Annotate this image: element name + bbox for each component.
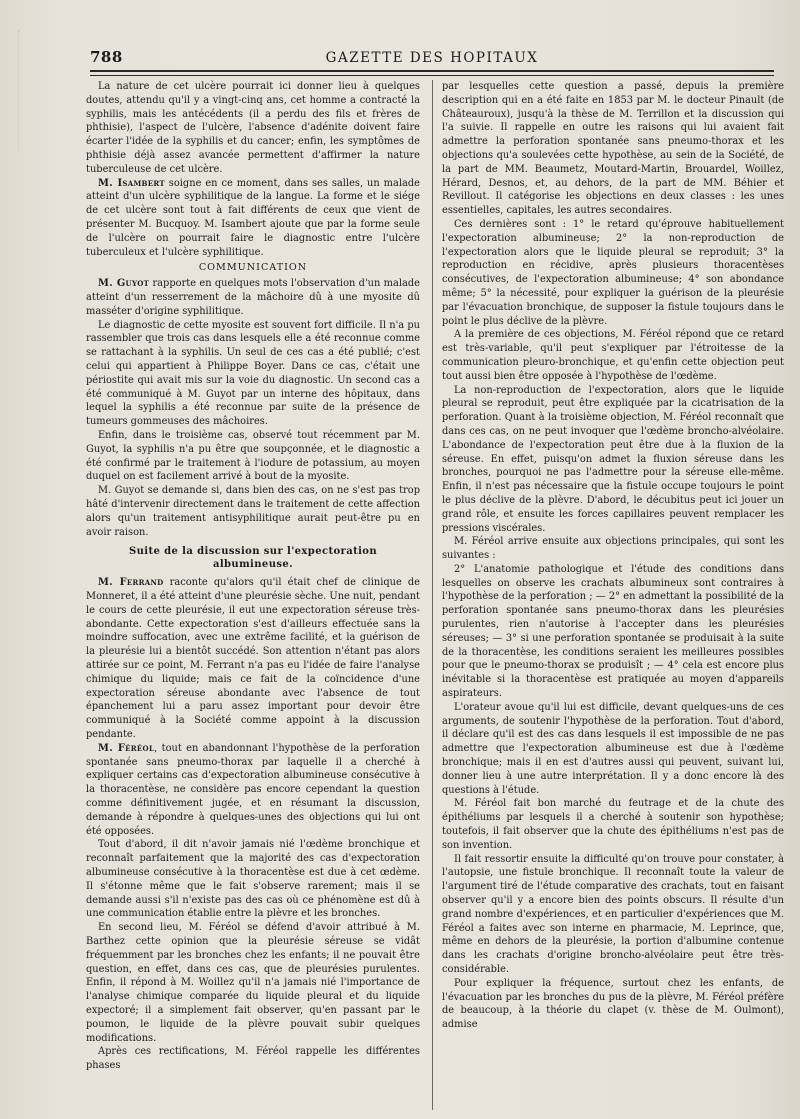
paragraph: M. Guyot se demande si, dans bien des cas, on ne s'est pas trop hâté d'intervenir directement dans le traitement de cette affection alors qu'un traitement antisyphilitique aurait peut-être pu en avoir raison. bbox=[86, 485, 420, 538]
page-number: 788 bbox=[90, 48, 123, 66]
paragraph: Le diagnostic de cette myosite est souvent fort difficile. Il n'a pu rassembler que trois cas dans lesquels elle a été reconnue comme se rattachant à la syphilis. Un seul de ces cas a été publié; c'est celui qui appartient à Philippe Boyer. Dans ce cas, c'était une périostite qui avait mis sur la voie du diagnostic. Un second cas a été communiqué à M. Guyot par un interne des hôpitaux, dans lequel la syphilis a été reconnue par suite de la présence de tumeurs gommeuses des mâchoires. bbox=[86, 319, 420, 428]
paragraph: Il fait ressortir ensuite la difficulté qu'on trouve pour constater, à l'autopsie, une fistule bronchique. Il reconnaît toute la valeur de l'argument tiré de l'étude comparative des crachats, tout en faisant observer qu'il y a encore bien des points obscurs. Il résulte d'un grand nombre d'expériences, et en particulier d'expériences que M. Féréol a faites avec son interne en pharmacie, M. Leprince, que, même en dehors de la pleurésie, la portion d'albumine contenue dans les crachats d'origine broncho-alvéolaire peut être très-considérable. bbox=[442, 853, 784, 975]
paragraph: Enfin, dans le troisième cas, observé tout récemment par M. Guyot, la syphilis n'a pu être que soupçonnée, et le diagnostic a été confirmé par le traitement à l'iodure de potassium, au moyen duquel on est facilement arrivé à bout de la myosite. bbox=[86, 429, 420, 483]
speaker-name: M. Guyot bbox=[98, 278, 150, 290]
subheading: COMMUNICATION bbox=[198, 262, 308, 274]
paragraph: Pour expliquer la fréquence, surtout chez les enfants, de l'évacuation par les bronches du pus de la plèvre, M. Féréol préfère de beaucoup, à la théorie du clapet (v. thèse de M. Oulmont), admise bbox=[442, 977, 784, 1031]
paragraph: La non-reproduction de l'expectoration, alors que le liquide pleural se reproduit, peut être expliquée par la cicatrisation de la perforation. Quant à la troisième objection, M. Féréol reconnaît que dans ces cas, on ne peut invoquer que l'œdème broncho-alvéolaire. L'abondance de l'expectoration peut être due à la fluxion de la séreuse. En effet, puisqu'on admet la fluxion séreuse dans les bronches, pourquoi ne pas l'admettre pour la séreuse elle-même. Enfin, il n'est pas nécessaire que la fistule occupe toujours le point le plus déclive de la plèvre. D'abord, le décubitus peut ici jouer un grand rôle, et ensuite les forces capillaires peuvent remplacer les pressions viscérales. bbox=[442, 384, 784, 534]
paragraph: M. Ferrand raconte qu'alors qu'il était chef de clinique de Monneret, il a été atteint d'une pleurésie sèche. Une nuit, pendant le cours de cette pleurésie, il eut une expectoration séreuse très-abondante. Cette expectoration s'est d'ailleurs effectuée sans la moindre suffocation, avec une extrême facilité, et la guérison de la pleurésie lui a bientôt succédé. Son attention n'étant pas alors attirée sur ce point, M. Ferrant n'a pas eu l'idée de faire l'analyse chimique du liquide; mais ce fait de la coïncidence d'une expectoration séreuse abondante avec l'absence de tout épanchement lui a paru assez important pour devoir être communiqué à la Société comme appoint à la discussion pendante. bbox=[86, 577, 420, 741]
paragraph: L'orateur avoue qu'il lui est difficile, devant quelques-uns de ces arguments, de soutenir l'hypothèse de la perforation. Tout d'abord, il déclare qu'il est des cas dans lesquels il est impossible de ne pas admettre que l'expectoration albumineuse est due à l'œdème bronchique; mais il en est d'autres aussi qui peuvent, suivant lui, donner lieu à une autre interprétation. Il y a donc encore là des questions à l'étude. bbox=[442, 701, 784, 796]
paragraph: Tout d'abord, il dit n'avoir jamais nié l'œdème bronchique et reconnaît parfaitement que la majorité des cas d'expectoration albumineuse consécutive à la thoracentèse est due à cet œdème. Il s'étonne même que le fait s'observe rarement; mais il se demande aussi s'il n'existe pas des cas où ce phénomène est dû à une communication établie entre la plèvre et les bronches. bbox=[86, 839, 420, 920]
paragraph: M. Guyot rapporte en quelques mots l'observation d'un malade atteint d'un resserrement de la mâchoire dû à une myosite dû masséter d'origine syphilitique. bbox=[86, 278, 421, 317]
paragraph: 2° L'anatomie pathologique et l'étude des conditions dans lesquelles on observe les crachats albumineux sont contraires à l'hypothèse de la perforation ; — 2° en admettant la possibilité de la perforation spontanée sans pneumo-thorax dans les pleurésies purulentes, rien n'autorise à l'accepter dans les pleurésies séreuses; — 3° si une perforation spontanée se produisait à la suite de la thoracentèse, les conditions seraient les meilleures possibles pour que le pneumo-thorax se produisît ; — 4° cela est encore plus inévitable si la thoracentèse est pratiquée au moyen d'appareils aspirateurs. bbox=[442, 563, 784, 700]
page-edge-mark bbox=[18, 30, 37, 150]
column-divider bbox=[432, 80, 433, 1110]
speaker-name: M. Isambert bbox=[98, 177, 165, 189]
right-column bbox=[442, 80, 784, 1032]
paragraph: La nature de cet ulcère pourrait ici donner lieu à quelques doutes, attendu qu'il y a vingt-cinq ans, cet homme a contracté la syphilis, mais les antécédents (il a perdu des fils et frères de phthisie), l'aspect de l'ulcère, l'absence d'adénite doivent faire écarter l'idée de la syphilis et du cancer; enfin, les symptômes de phthisie déjà assez avancée permettent d'affirmer la nature tuberculeuse de cet ulcère. bbox=[86, 81, 420, 175]
paragraph: Après ces rectifications, M. Féréol rappelle les différentes phases bbox=[86, 1046, 420, 1072]
paragraph: M. Isambert soigne en ce moment, dans ses salles, un malade atteint d'un ulcère syphilitique de la langue. La forme et le siége de cet ulcère sont tout à fait différents de ceux que vient de présenter M. Bucquoy. M. Isambert ajoute que par la forme seule de l'ulcère on pourrait faire le diagnostic entre l'ulcère tuberculeux et l'ulcère syphilitique. bbox=[86, 177, 421, 258]
section-heading: Suite de la discussion sur l'expectoration albumineuse. bbox=[128, 546, 378, 571]
paragraph: A la première de ces objections, M. Féréol répond que ce retard est très-variable, qu'il peut s'expliquer par l'étroitesse de la communication pleuro-bronchique, et qu'enfin cette objection peut tout aussi bien être opposée à l'hypothèse de l'œdème. bbox=[442, 329, 784, 382]
paragraph: M. Féréol arrive ensuite aux objections principales, qui sont les suivantes : bbox=[442, 536, 784, 562]
paragraph: par lesquelles cette question a passé, depuis la première description qui en a été faite en 1853 par M. le docteur Pinault (de Châteauroux), jusqu'à la thèse de M. Terrillon et la discussion qui l'a suivie. Il rappelle en outre les raisons qui lui avaient fait admettre la perforation spontanée sans pneumo-thorax et les objections qu'a soulevées cette hypothèse, au sein de la Société, de la part de MM. Beaumetz, Moutard-Martin, Brouardel, Woillez, Hérard, Desnos, et, au dehors, de la part de MM. Béhier et Revillout. Il catégorise les objections en deux classes : les unes essentielles, capitales, les autres secondaires. bbox=[442, 81, 784, 217]
header-rule-thin bbox=[90, 75, 774, 76]
paragraph: En second lieu, M. Féréol se défend d'avoir attribué à M. Barthez cette opinion que la pleurésie séreuse se vidât fréquemment par les bronches chez les enfants; il ne pouvait être question, en effet, dans ces cas, que de pleurésies purulentes. Enfin, il répond à M. Woillez qu'il n'a jamais nié l'importance de l'analyse chimique comparée du liquide pleural et du liquide expectoré; il a simplement fait observer, qu'en passant par le poumon, le liquide de la plèvre pouvait subir quelques modifications. bbox=[86, 922, 420, 1044]
left-column bbox=[86, 80, 420, 1073]
speaker-name: M. Ferrand bbox=[98, 577, 164, 589]
paragraph: Ces dernières sont : 1° le retard qu'éprouve habituellement l'expectoration albumineuse; 2° la non-reproduction de l'expectoration alors que le liquide pleural se reproduit; 3° la reproduction en récidive, après plusieurs thoracentèses consécutives, de l'expectoration albumineuse; 4° son abondance même; 5° la nécessité, pour expliquer la guérison de la pleurésie par l'évacuation bronchique, de supposer la fistule toujours dans le point le plus déclive de la plèvre. bbox=[442, 218, 784, 327]
speaker-name: M. Féréol bbox=[98, 742, 155, 754]
header-rule bbox=[90, 70, 774, 72]
paragraph: M. Féréol, tout en abandonnant l'hypothèse de la perforation spontanée sans pneumo-thorax par laquelle il a cherché à expliquer certains cas d'expectoration albumineuse consécutive à la thoracentèse, ne considère pas encore cependant la question comme définitivement jugée, et en résumant la discussion, demande à répondre à quelques-unes des objections qui lui ont été opposées. bbox=[86, 742, 420, 837]
paragraph: M. Féréol fait bon marché du feutrage et de la chute des épithéliums par lesquels il a cherché à soutenir son hypothèse; toutefois, il fait observer que la chute des épithéliums n'est pas de son invention. bbox=[442, 798, 784, 851]
journal-title: GAZETTE DES HOPITAUX bbox=[325, 50, 539, 66]
